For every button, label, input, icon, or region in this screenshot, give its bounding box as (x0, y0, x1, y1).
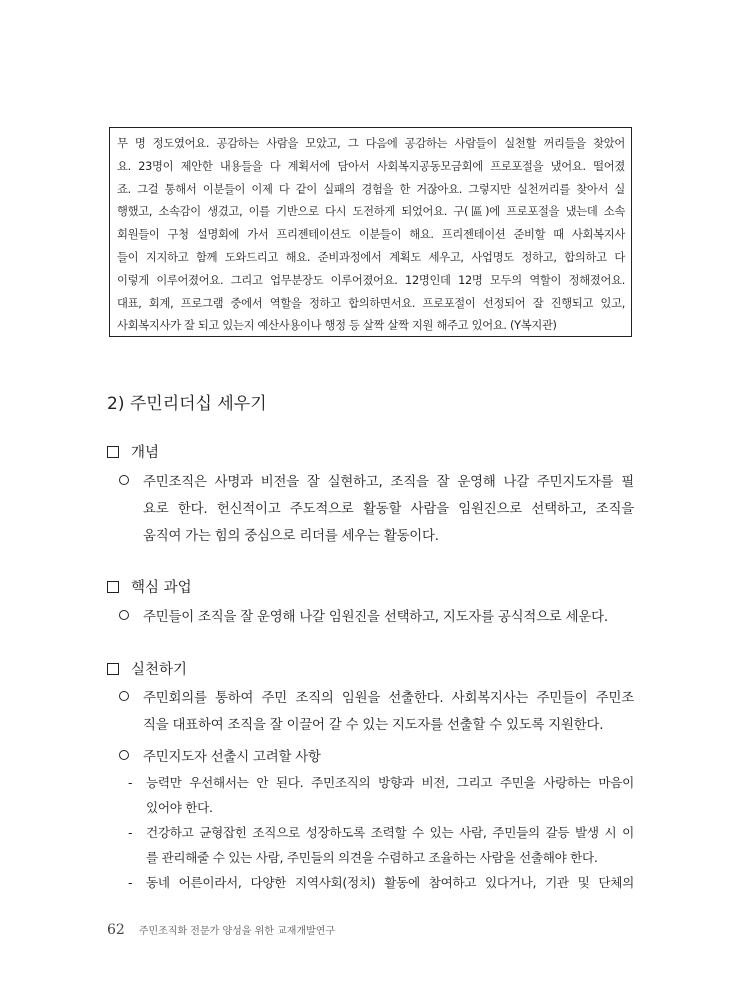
interview-quote-box (109, 127, 632, 337)
circle-bullet-icon (119, 475, 129, 485)
practice-item (119, 744, 634, 771)
practice-text-line: 주민지도자 선출시 고려할 사항 (143, 750, 321, 765)
circle-bullet-icon (119, 750, 129, 760)
concept-text-line: 움직여 가는 힘의 중심으로 리더를 세우는 활동이다. (143, 529, 439, 544)
consideration-item (128, 820, 634, 870)
quote-line: 무 명 정도였어요. 공감하는 사람을 모았고, 그 다음에 공감하는 사람들이 실천할 꺼리들을 찾았어 (117, 137, 625, 150)
practice-text-line: 주민회의를 통하여 주민 조직의 임원을 선출한다. 사회복지사는 주민들이 주민조 (143, 691, 634, 706)
quote-line: 대표, 회계, 프로그램 중에서 역할을 정하고 합의하면서요. 프로포절이 선정되어 잘 진행되고 있고, (117, 296, 625, 310)
consideration-text-line: 건강하고 균형잡힌 조직으로 성장하도록 조력할 수 있는 사람, 주민들의 갈등 발생 시 이 (146, 825, 634, 840)
consideration-item (128, 770, 634, 820)
concept-heading (107, 441, 159, 462)
section-title: 2) 주민리더십 세우기 (107, 394, 267, 414)
dash-bullet: - (128, 825, 133, 840)
consideration-text-line: 능력만 우선해서는 안 된다. 주민조직의 방향과 비전, 그리고 주민을 사랑하는 마음이 (146, 775, 634, 790)
square-bullet-icon (107, 663, 119, 675)
concept-heading-label: 개념 (131, 445, 160, 461)
circle-bullet-icon (119, 610, 129, 620)
quote-line: 들이 지지하고 함께 도와드리고 해요. 준비과정에서 계획도 세우고, 사업명도 정하고, 합의하고 다 (117, 250, 625, 264)
concept-text-line: 요로 한다. 헌신적이고 주도적으로 활동할 사람을 임원진으로 선택하고, 조직을 (143, 502, 634, 517)
core-task-text-line: 주민들이 조직을 잘 운영해 나갈 임원진을 선택하고, 지도자를 공식적으로 세운다. (143, 610, 608, 625)
page-footer (107, 922, 335, 938)
practice-item (119, 685, 634, 739)
consideration-text-line: 동네 어른이라서, 다양한 지역사회(정치) 활동에 참여하고 있다거나, 기관 및 단체의 (146, 875, 634, 890)
practice-heading-label: 실천하기 (131, 662, 188, 678)
concept-item (119, 469, 634, 550)
core-task-heading-label: 핵심 과업 (131, 580, 192, 596)
consideration-item (128, 870, 634, 895)
quote-line: 요. 23명이 제안한 내용들을 다 계획서에 담아서 사회복지공동모금회에 프로포절을 냈어요. 떨어졌 (117, 159, 625, 173)
practice-text-line: 직을 대표하여 조직을 잘 이끌어 갈 수 있는 지도자를 선출할 수 있도록 지원한다. (143, 718, 604, 733)
quote-line: 죠. 그걸 통해서 이분들이 이제 다 같이 실패의 경험을 한 거잖아요. 그렇지만 실천꺼리를 찾아서 실 (117, 182, 625, 196)
consideration-text-line: 를 관리해줄 수 있는 사람, 주민들의 의견을 수렴하고 조율하는 사람을 선출해야 한다. (146, 850, 598, 865)
concept-text-line: 주민조직은 사명과 비전을 잘 실현하고, 조직을 잘 운영해 나갈 주민지도자를 필 (143, 475, 634, 490)
quote-line: 이렇게 이루어졌어요. 그리고 업무분장도 이루어졌어요. 12명인데 12명 모두의 역할이 정해졌어요. (117, 273, 625, 287)
quote-line: 사회복지사가 잘 되고 있는지 예산사용이나 행정 등 살짝 살짝 지원 해주고 있어요. (Y복지관) (117, 319, 557, 333)
quote-line: 회원들이 구청 설명회에 가서 프리젠테이션도 이분들이 해요. 프리젠테이션 준비할 때 사회복지사 (117, 228, 625, 242)
square-bullet-icon (107, 446, 119, 458)
footer-title: 주민조직화 전문가 양성을 위한 교재개발연구 (138, 926, 336, 937)
page-number: 62 (107, 922, 125, 938)
square-bullet-icon (107, 581, 119, 593)
quote-line: 행했고, 소속감이 생겼고, 이를 기반으로 다시 도전하게 되었어요. 구(區)에 프로포절을 냈는데 소속 (117, 205, 625, 219)
dash-bullet: - (128, 875, 133, 890)
circle-bullet-icon (119, 691, 129, 701)
core-task-heading (107, 576, 192, 597)
dash-bullet: - (128, 775, 133, 790)
consideration-text-line: 있어야 한다. (146, 800, 213, 815)
core-task-item (119, 604, 634, 631)
practice-heading (107, 658, 187, 679)
